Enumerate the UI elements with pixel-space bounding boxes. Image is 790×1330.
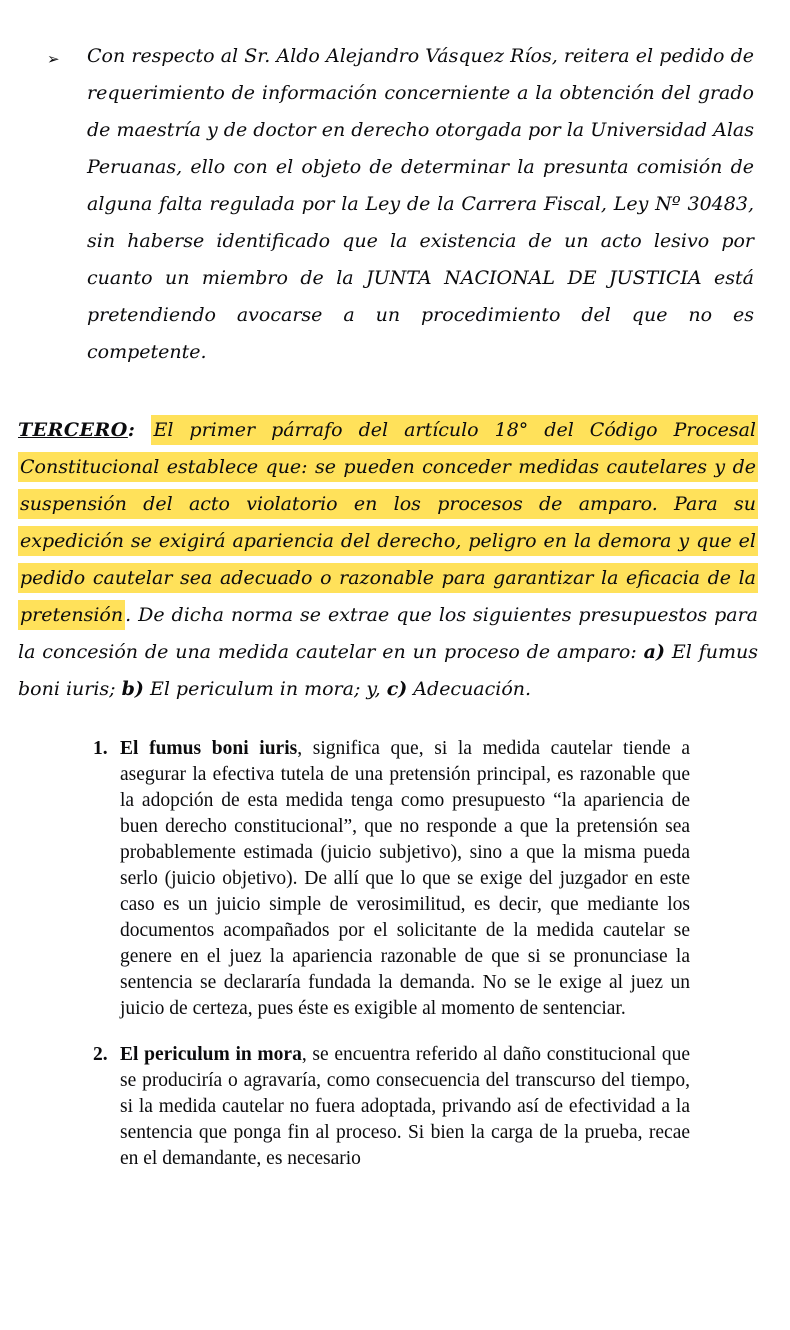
arrowhead-bullet-icon: ➢ [47,50,60,68]
list-item-lead: El periculum in mora [120,1044,302,1065]
tercero-label: TERCERO [18,419,128,441]
bullet-paragraph [47,38,754,371]
item-c-label: c) [386,678,408,700]
list-item-number: 2. [93,1044,108,1065]
list-item-text: , se encuentra referido al daño constitucional que se produciría o agravaría, como consecuencia del transcurso del tiempo, si la medida cautelar no fuera adoptada, privando así de efectividad a la sentencia que ponga fin al proceso. Si bien la carga de la prueba, recae en el demandante, es necesario [120,1044,690,1169]
list-item-periculum-in-mora [93,1042,690,1172]
item-c-text: Adecuación. [407,678,532,700]
item-b-label: b) [121,678,144,700]
list-item-lead: El fumus boni iuris [120,738,298,759]
list-item-number: 1. [93,738,108,759]
item-a-label: a) [643,641,665,663]
tercero-after-highlight: . De dicha norma se extrae que los siguientes presupuestos para la concesión de una medida cautelar en un proceso de amparo: [18,604,758,663]
tercero-colon: : [127,419,152,441]
list-item-fumus-boni-iuris [93,736,690,1022]
item-b-text: El periculum in mora; y, [143,678,387,700]
highlighted-passage: El primer párrafo del artículo 18° del Código Procesal Constitucional establece que: se pueden conceder medidas cautelares y de suspensión del acto violatorio en los procesos de amparo. Para su expedición se exigirá apariencia del derecho, peligro en la demora y que el pedido cautelar sea adecuado o razonable para garantizar la eficacia de la pretensión [18,415,758,630]
numbered-list [93,736,690,1172]
list-item-text: , significa que, si la medida cautelar tiende a asegurar la efectiva tutela de una pretensión principal, es razonable que la adopción de esta medida tenga como presupuesto “la apariencia de buen derecho constitucional”, que no responde a que la pretensión sea probablemente estimada (juicio subjetivo), sino a que la misma pueda serlo (juicio objetivo). De allí que lo que se exige del juzgador en este caso es un juicio simple de verosimilitud, es decir, que mediante los documentos acompañados por el solicitante de la medida cautelar se genere en el juez la apariencia razonable de que si se pronunciase la sentencia se declararía fundada la demanda. No se le exige al juez un juicio de certeza, pues éste es exigible al momento de sentenciar. [120,738,690,1019]
item-a-text: El fumus boni iuris; [18,641,758,700]
bullet-paragraph-text: Con respecto al Sr. Aldo Alejandro Vásquez Ríos, reitera el pedido de requerimiento de información concerniente a la obtención del grado de maestría y de doctor en derecho otorgada por la Universidad Alas Peruanas, ello con el objeto de determinar la presunta comisión de alguna falta regulada por la Ley de la Carrera Fiscal, Ley Nº 30483, sin haberse identificado que la existencia de un acto lesivo por cuanto un miembro de la JUNTA NACIONAL DE JUSTICIA está pretendiendo avocarse a un procedimiento del que no es competente. [87,45,754,363]
tercero-paragraph [18,412,758,708]
